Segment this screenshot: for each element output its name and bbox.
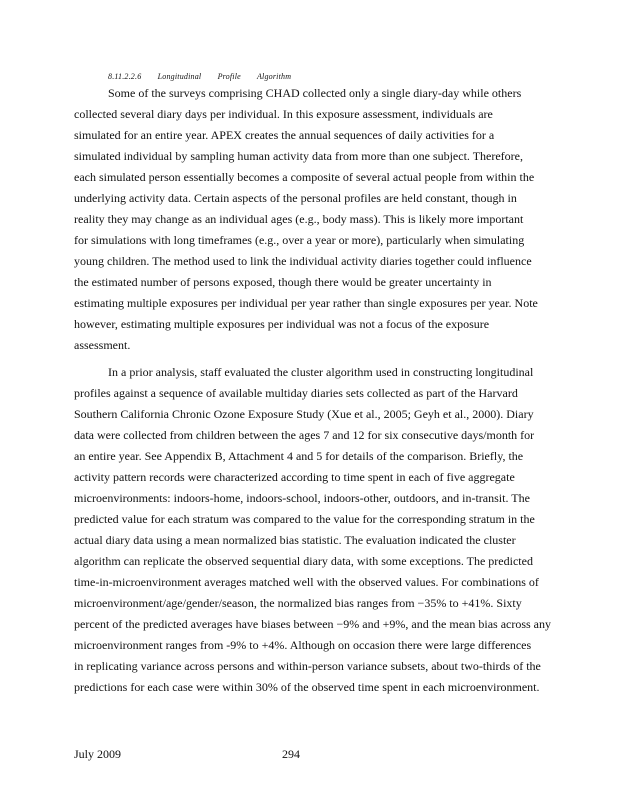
paragraph-2	[74, 362, 576, 698]
heading-word: Algorithm	[256, 72, 292, 81]
paragraph-line: predicted value for each stratum was compared to the value for the corresponding stratum in the	[74, 512, 535, 526]
paragraph-line: In a prior analysis, staff evaluated the cluster algorithm used in constructing longitudinal	[108, 365, 534, 379]
heading-word: Profile	[217, 72, 241, 81]
paragraph-line: simulated for an entire year. APEX creates the annual sequences of daily activities for a	[74, 128, 495, 142]
paragraph-line: Some of the surveys comprising CHAD collected only a single diary-day while others	[108, 86, 522, 100]
section-heading	[108, 72, 305, 81]
document-body	[74, 83, 576, 698]
paragraph-line: each simulated person essentially becomes a composite of several actual people from within the	[74, 170, 535, 184]
paragraph-line: young children. The method used to link the individual activity diaries together could influence	[74, 254, 532, 268]
paragraph-line: for simulations with long timeframes (e.g., over a year or more), particularly when simulating	[74, 233, 525, 247]
paragraph-line: microenvironment ranges from -9% to +4%. Although on occasion there were large differences	[74, 638, 532, 652]
paragraph-line: data were collected from children between the ages 7 and 12 for six consecutive days/month for	[74, 428, 535, 442]
section-number: 8.11.2.2.6	[108, 72, 142, 81]
paragraph-line: algorithm can replicate the observed sequential diary data, with some exceptions. The predicted	[74, 554, 533, 568]
paragraph-line: however, estimating multiple exposures per individual was not a focus of the exposure	[74, 317, 490, 331]
paragraph-line: predictions for each case were within 30% of the observed time spent in each microenvironment.	[74, 680, 540, 694]
paragraph-line: percent of the predicted averages have biases between −9% and +9%, and the mean bias across any	[74, 617, 552, 631]
paragraph-line: Southern California Chronic Ozone Exposure Study (Xue et al., 2005; Geyh et al., 2000). Diary	[74, 407, 534, 421]
paragraph-line: profiles against a sequence of available multiday diaries sets collected as part of the Harvard	[74, 386, 518, 400]
paragraph-line: collected several diary days per individual. In this exposure assessment, individuals are	[74, 107, 493, 121]
paragraph-line: actual diary data using a mean normalized bias statistic. The evaluation indicated the cluster	[74, 533, 516, 547]
paragraph-line: activity pattern records were characterized according to time spent in each of five aggregate	[74, 470, 515, 484]
footer-date: July 2009	[74, 747, 122, 761]
paragraph-line: reality they may change as an individual ages (e.g., body mass). This is likely more important	[74, 212, 524, 226]
paragraph-line: assessment.	[74, 338, 131, 352]
paragraph-line: underlying activity data. Certain aspects of the personal profiles are held constant, though in	[74, 191, 517, 205]
paragraph-line: time-in-microenvironment averages matched well with the observed values. For combinations of	[74, 575, 539, 589]
paragraph-line: simulated individual by sampling human activity data from more than one subject. Therefore,	[74, 149, 523, 163]
paragraph-line: an entire year. See Appendix B, Attachment 4 and 5 for details of the comparison. Briefly, the	[74, 449, 524, 463]
heading-word: Longitudinal	[157, 72, 202, 81]
paragraph-1	[74, 83, 576, 356]
paragraph-line: the estimated number of persons exposed, though there would be greater uncertainty in	[74, 275, 492, 289]
paragraph-line: estimating multiple exposures per individual per year rather than single exposures per year. Note	[74, 296, 538, 310]
paragraph-line: microenvironment/age/gender/season, the normalized bias ranges from −35% to +41%. Sixty	[74, 596, 522, 610]
page-number: 294	[282, 747, 300, 761]
paragraph-line: in replicating variance across persons and within-person variance subsets, about two-thirds of the	[74, 659, 541, 673]
paragraph-line: microenvironments: indoors-home, indoors-school, indoors-other, outdoors, and in-transit. The	[74, 491, 530, 505]
